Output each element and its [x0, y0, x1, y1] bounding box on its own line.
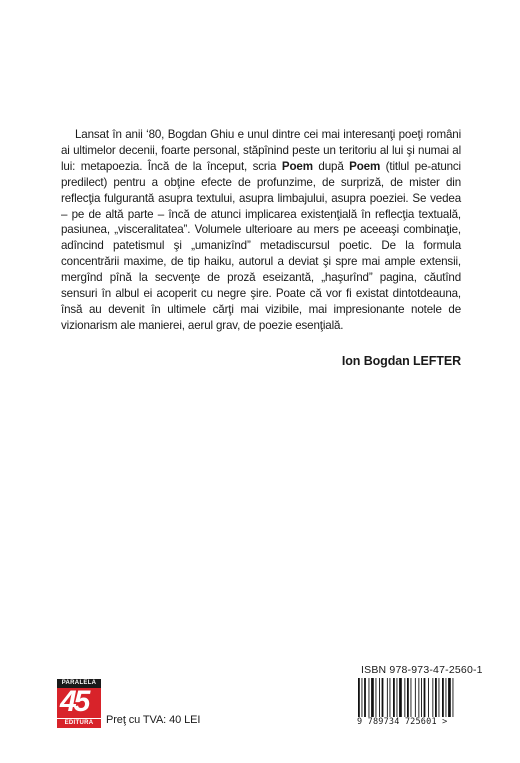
blurb-paragraph: [61, 127, 461, 334]
blurb-bold-poem-1: Poem: [281, 159, 313, 173]
isbn-label: ISBN 978-973-47-2560-1: [361, 664, 483, 676]
barcode-digits: 9 789734 725601 >: [355, 717, 471, 727]
publisher-logo: [57, 679, 101, 727]
blurb-text-3: (titlul pe-atunci predilect) pentru a obţine efecte de profunzime, de surpriză, de mister din reflecţia fulgurantă asupra textului, asupra limbajului, asupra poeziei. Se vedea – pe de altă parte – încă de atunci implicarea existenţială în reflecţia textuală, pasiunea, „visceralitatea”. Volumele ulterioare au mers pe aceeaşi combinaţie, adîncind patetismul şi „umanizînd” metadiscursul poetic. De la formula concentrării maxime, de tip haiku, autorul a deviat şi spre mai ample extensii, mergînd pînă la secvenţe de proză eseizantă, „haşurînd” pagina, căutînd sensuri în albul ei acoperit cu negre şire. Poate că vor fi existat dintotdeauna, însă au devenit în ultimele cărţi mai vizibile, mai impresionante notele de vizionarism ale manierei, aerul grav, de poezie esenţială.: [61, 159, 461, 332]
publisher-logo-number: 45: [60, 688, 88, 718]
barcode-graphic: [357, 678, 464, 738]
blurb-text-2: după: [312, 159, 350, 173]
blurb-text-1: Lansat în anii ‘80, Bogdan Ghiu e unul dintre cei mai interesanţi poeţi români ai ultimelor decenii, foarte personal, stăpînind peste un teritoriu al lui şi numai al lui: metapoezia. Încă de la început, scria: [61, 128, 461, 173]
publisher-logo-top: PARALELA: [57, 679, 101, 688]
publisher-logo-bottom: EDITURA: [57, 718, 101, 728]
publisher-logo-mid: [57, 688, 101, 718]
blurb-bold-poem-2: Poem: [349, 159, 381, 173]
price-label: Preţ cu TVA: 40 LEI: [106, 714, 201, 726]
back-cover-blurb: [61, 127, 461, 334]
author-signature: Ion Bogdan LEFTER: [341, 354, 461, 368]
